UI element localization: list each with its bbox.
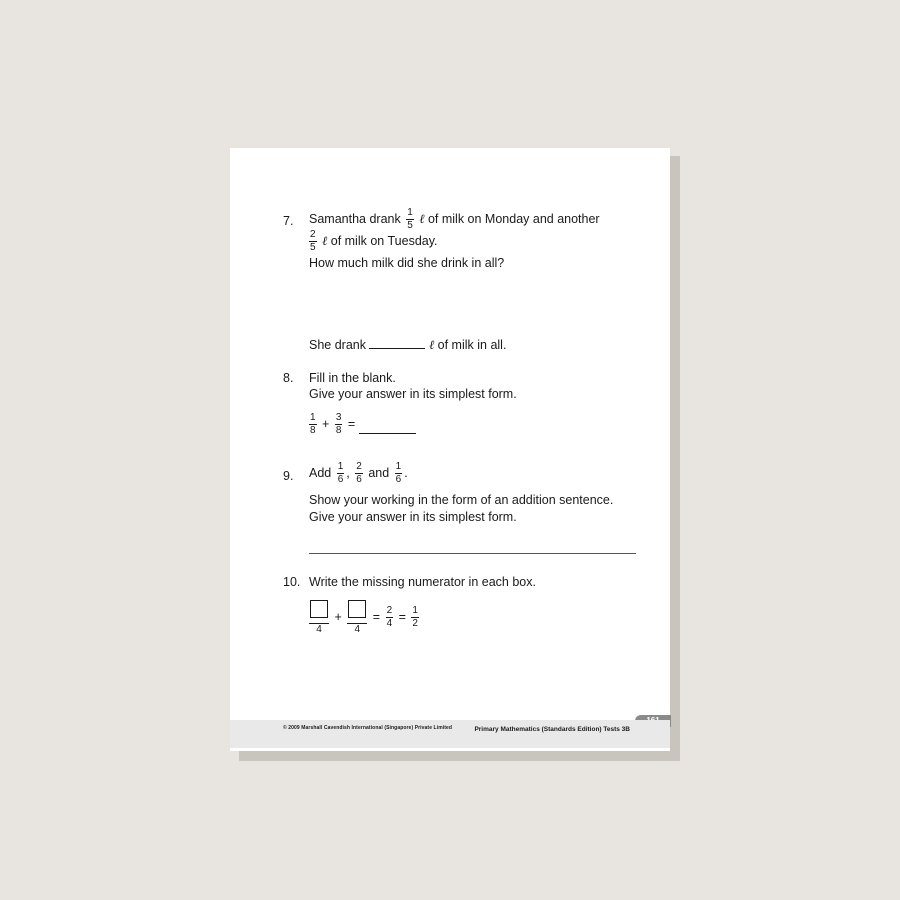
denominator: 6	[395, 474, 402, 485]
q7-fraction-1	[406, 208, 414, 231]
denominator: 4	[386, 618, 393, 629]
q8-fraction-2	[335, 413, 343, 436]
denominator: 5	[310, 242, 316, 253]
litre-symbol: ℓ	[419, 210, 425, 226]
q7-answer-a: She drank	[309, 338, 366, 352]
equals-sign: =	[372, 609, 381, 624]
question-8-line-1: Fill in the blank.	[309, 371, 396, 385]
q10-fraction-2	[347, 600, 367, 635]
question-8-number: 8.	[283, 371, 294, 385]
denominator: 4	[316, 624, 322, 635]
question-9-number: 9.	[283, 469, 294, 483]
q7-text-b: of milk on Monday and another	[427, 211, 600, 226]
question-9-line-1	[309, 462, 408, 485]
plus-sign: +	[322, 416, 330, 431]
q9-fraction-1	[337, 462, 345, 485]
q9-fraction-2	[355, 462, 363, 485]
numerator-box[interactable]	[310, 600, 328, 618]
question-8-expression	[309, 413, 416, 436]
denominator: 6	[337, 474, 344, 485]
book-title: Primary Mathematics (Standards Edition) Tests 3B	[474, 726, 630, 733]
q10-fraction-3	[386, 606, 394, 629]
question-9-line-3: Give your answer in its simplest form.	[309, 510, 517, 524]
question-10-expression	[309, 600, 421, 635]
denominator: 6	[356, 474, 362, 485]
question-10-number: 10.	[283, 575, 301, 589]
numerator: 2	[310, 229, 316, 240]
denominator: 8	[335, 425, 342, 436]
period: .	[404, 465, 408, 480]
numerator: 2	[356, 461, 362, 472]
denominator: 8	[310, 425, 316, 436]
page-footer	[230, 720, 670, 748]
q7-fraction-2	[309, 230, 317, 253]
litre-symbol: ℓ	[428, 337, 435, 352]
denominator: 5	[407, 220, 413, 231]
question-7-answer	[309, 337, 506, 353]
numerator-box[interactable]	[348, 600, 366, 618]
q10-fraction-4	[411, 606, 419, 629]
question-10-line-1: Write the missing numerator in each box.	[309, 575, 536, 589]
q9-and: and	[368, 465, 390, 480]
numerator: 2	[386, 605, 393, 616]
answer-blank[interactable]	[369, 348, 425, 349]
question-7-number: 7.	[283, 214, 294, 228]
equals-sign: =	[398, 609, 406, 624]
denominator: 4	[354, 624, 361, 635]
q7-answer-b: of milk in all.	[437, 338, 507, 352]
numerator: 1	[412, 605, 418, 616]
denominator: 2	[412, 618, 418, 629]
question-7-line-2	[309, 230, 438, 253]
equals-sign: =	[347, 416, 356, 431]
question-7-line-3: How much milk did she drink in all?	[309, 256, 505, 270]
q9-answer-line[interactable]	[309, 553, 636, 554]
numerator: 1	[407, 207, 413, 218]
q9-add: Add	[309, 465, 332, 480]
comma: ,	[346, 465, 350, 480]
q10-fraction-1	[309, 600, 329, 635]
litre-symbol: ℓ	[322, 232, 328, 248]
question-9-line-2: Show your working in the form of an addition sentence.	[309, 493, 614, 507]
numerator: 1	[310, 412, 316, 423]
q7-text-c: of milk on Tuesday.	[330, 233, 438, 248]
q8-fraction-1	[309, 413, 317, 436]
plus-sign: +	[334, 609, 342, 624]
question-7-line-1	[309, 208, 600, 231]
numerator: 3	[335, 412, 342, 423]
question-8-line-2: Give your answer in its simplest form.	[309, 387, 517, 401]
worksheet-page	[230, 148, 670, 751]
numerator: 1	[337, 461, 344, 472]
copyright-notice: © 2009 Marshall Cavendish International (Singapore) Private Limited	[283, 725, 453, 731]
answer-blank[interactable]	[359, 433, 416, 434]
q9-fraction-3	[395, 462, 403, 485]
q7-text-a: Samantha drank	[309, 211, 401, 226]
numerator: 1	[395, 461, 402, 472]
